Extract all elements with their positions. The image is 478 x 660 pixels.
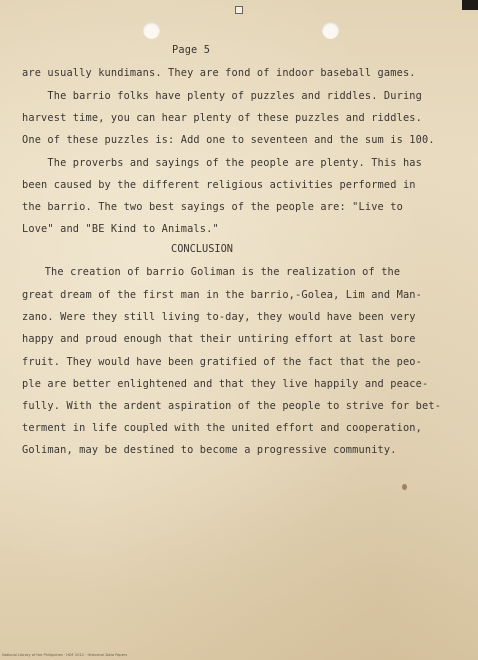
conclusion-line: fully. With the ardent aspiration of the people to strive for bet- (22, 400, 442, 412)
conclusion-line: ple are better enlightened and that they live happily and peace- (22, 378, 429, 390)
conclusion-line: fruit. They would have been gratified of the fact that the peo- (22, 356, 423, 368)
body-line: been caused by the different religious activities performed in (22, 179, 416, 191)
corner-tab (462, 0, 478, 10)
conclusion-line: The creation of barrio Goliman is the realization of the (32, 266, 401, 278)
page-number: Page 5 (172, 44, 211, 56)
body-line: One of these puzzles is: Add one to seventeen and the sum is 100. (22, 134, 435, 146)
body-line: are usually kundimans. They are fond of indoor baseball games. (22, 67, 416, 79)
body-line: The barrio folks have plenty of puzzles and riddles. During (22, 90, 423, 102)
punch-hole-right (322, 22, 339, 39)
binder-clip-mark (235, 6, 243, 14)
body-line: The proverbs and sayings of the people are plenty. This has (22, 157, 423, 169)
body-line: the barrio. The two best sayings of the people are: "Live to (22, 201, 403, 213)
body-line: harvest time, you can hear plenty of these puzzles and riddles. (22, 112, 423, 124)
conclusion-line: terment in life coupled with the united effort and cooperation, (22, 422, 423, 434)
conclusion-line: great dream of the first man in the barrio,-Golea, Lim and Man- (22, 289, 423, 301)
punch-hole-left (143, 22, 160, 39)
conclusion-heading: CONCLUSION (171, 243, 233, 255)
body-line: Love" and "BE Kind to Animals." (22, 223, 219, 235)
conclusion-line: Goliman, may be destined to become a progressive community. (22, 444, 397, 456)
archive-footer: National Library of the Philippines · HDF 2012 · Historical Data Papers (2, 653, 128, 657)
conclusion-line: zano. Were they still living to-day, they would have been very (22, 311, 416, 323)
conclusion-line: happy and proud enough that their untiring effort at last bore (22, 333, 416, 345)
ink-stain (402, 484, 407, 490)
